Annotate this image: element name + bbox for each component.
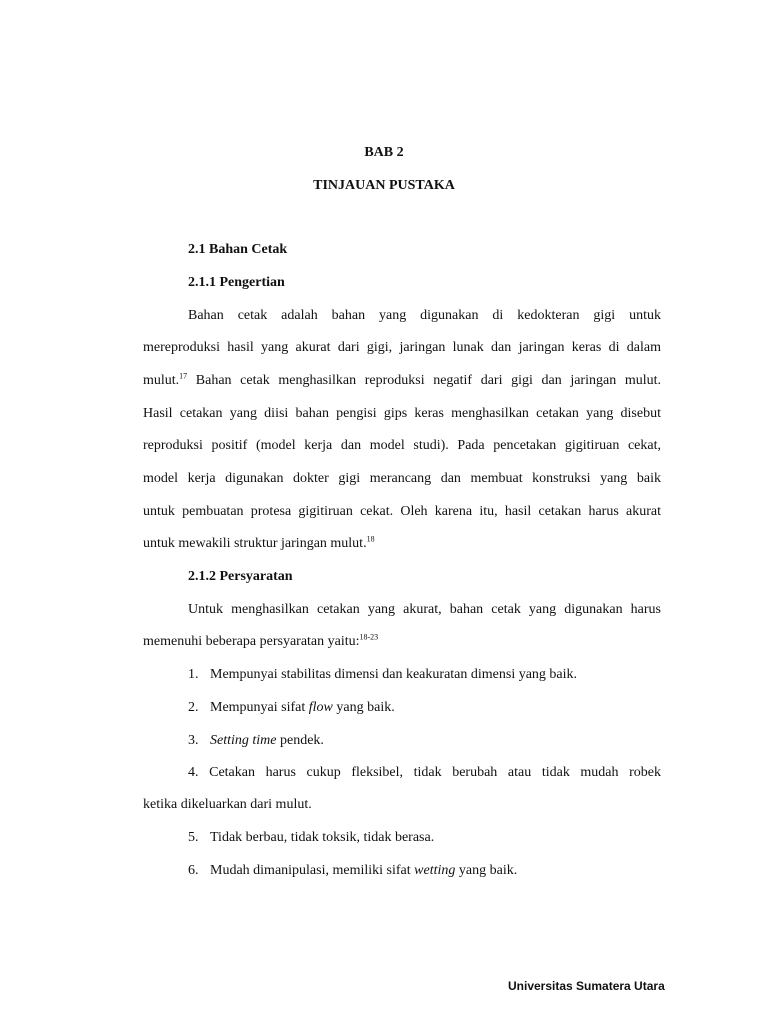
list-item-continuation: ketika dikeluarkan dari mulut. — [143, 797, 312, 812]
list-item — [188, 863, 517, 879]
paragraph-line: Hasil cetakan yang diisi bahan pengisi gips keras menghasilkan cetakan yang disebut — [143, 406, 661, 421]
text-run: Bahan cetak menghasilkan reproduksi negatif dari gigi dan jaringan mulut. — [187, 373, 661, 388]
citation-superscript: 18-23 — [359, 632, 379, 642]
paragraph-line: mereproduksi hasil yang akurat dari gigi, jaringan lunak dan jaringan keras di dalam — [143, 340, 661, 355]
list-text: Cetakan harus cukup fleksibel, tidak berubah atau tidak mudah robek — [209, 765, 661, 780]
list-number: 3. — [188, 733, 199, 748]
footer-university: Universitas Sumatera Utara — [508, 979, 665, 993]
section-heading-2-1-1: 2.1.1 Pengertian — [188, 275, 285, 290]
list-number: 6. — [188, 863, 199, 878]
chapter-number: BAB 2 — [364, 145, 404, 160]
chapter-title: TINJAUAN PUSTAKA — [313, 178, 455, 193]
list-item — [188, 765, 661, 781]
list-text: Mempunyai sifat — [210, 700, 309, 715]
list-item — [188, 830, 434, 846]
list-number: 2. — [188, 700, 199, 715]
section-heading-2-1-2: 2.1.2 Persyaratan — [188, 569, 293, 584]
paragraph-line: Untuk menghasilkan cetakan yang akurat, bahan cetak yang digunakan harus — [188, 602, 661, 617]
list-number: 4. — [188, 765, 199, 780]
list-item — [188, 733, 324, 749]
list-number: 1. — [188, 667, 199, 682]
list-text: Mudah dimanipulasi, memiliki sifat — [210, 863, 415, 878]
paragraph-line: reproduksi positif (model kerja dan model studi). Pada pencetakan gigitiruan cekat, — [143, 438, 661, 453]
list-italic-term: wetting — [414, 863, 456, 878]
text-run: untuk mewakili struktur jaringan mulut. — [143, 536, 367, 551]
list-text: yang baik. — [332, 700, 395, 715]
citation-superscript: 18 — [366, 534, 375, 544]
list-text: pendek. — [276, 733, 324, 748]
text-run: memenuhi beberapa persyaratan yaitu: — [143, 634, 360, 649]
section-heading-2-1: 2.1 Bahan Cetak — [188, 242, 288, 257]
text-run: mulut. — [143, 373, 180, 388]
paragraph-line: Bahan cetak adalah bahan yang digunakan di kedokteran gigi untuk — [188, 308, 661, 323]
list-italic-term: flow — [308, 700, 333, 715]
citation-superscript: 17 — [179, 371, 188, 381]
paragraph-line — [143, 373, 661, 389]
paragraph-line — [143, 536, 375, 552]
paragraph-line: model kerja digunakan dokter gigi merancang dan membuat konstruksi yang baik — [143, 471, 661, 486]
list-italic-term: Setting time — [210, 733, 277, 748]
paragraph-line — [143, 634, 378, 650]
list-text: Mempunyai stabilitas dimensi dan keakuratan dimensi yang baik. — [210, 667, 578, 682]
list-text: yang baik. — [455, 863, 518, 878]
list-text: Tidak berbau, tidak toksik, tidak berasa. — [210, 830, 435, 845]
list-item — [188, 667, 577, 683]
paragraph-line: untuk pembuatan protesa gigitiruan cekat. Oleh karena itu, hasil cetakan harus akurat — [143, 504, 661, 519]
list-number: 5. — [188, 830, 199, 845]
list-item — [188, 700, 395, 716]
